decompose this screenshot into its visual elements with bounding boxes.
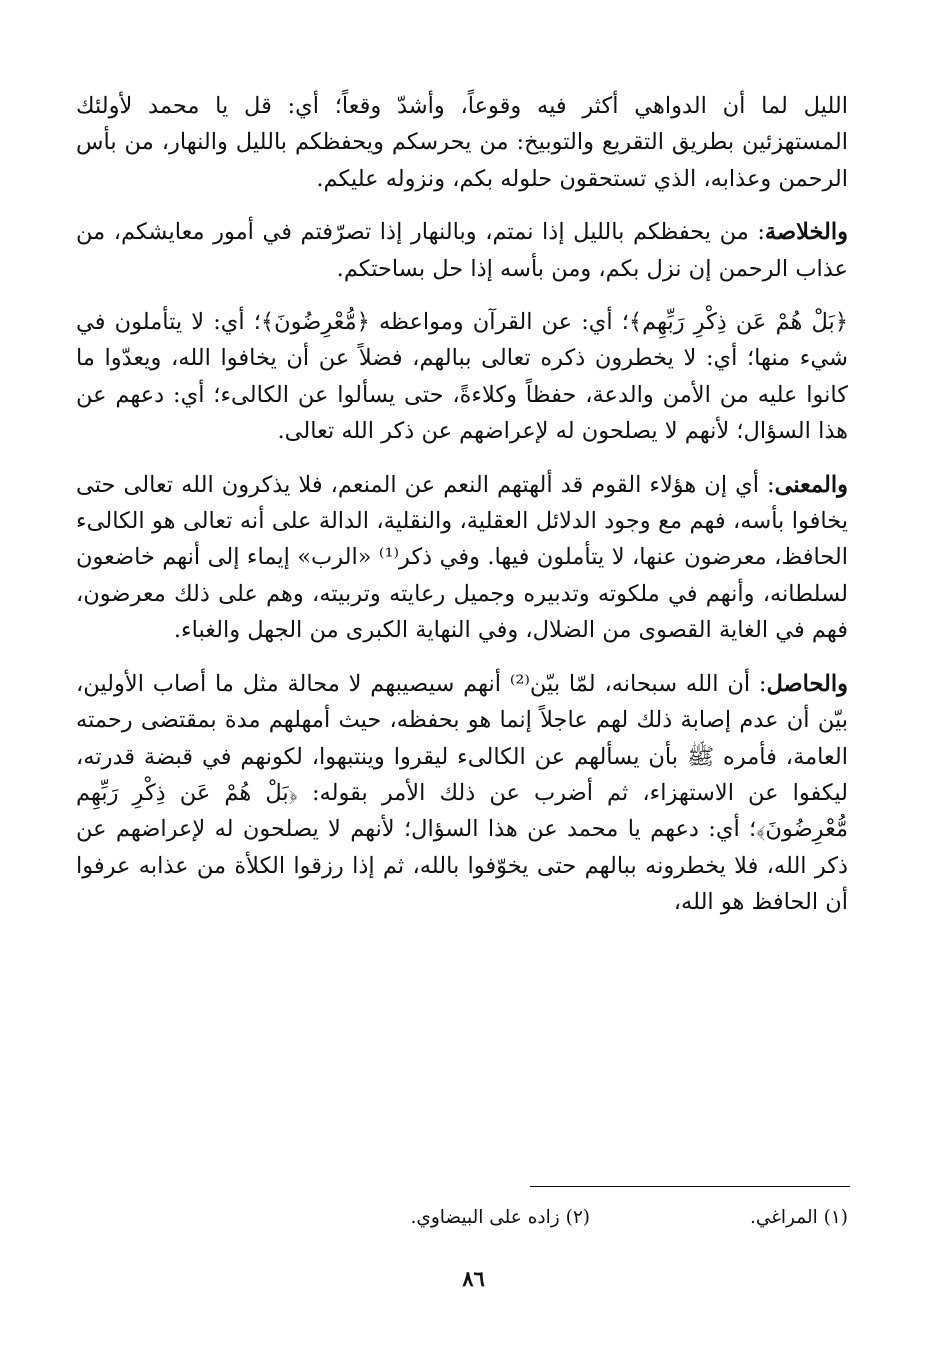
paragraph-5 [76, 666, 848, 921]
paragraph-4 [76, 467, 848, 649]
footnote-2: (٢) زاده على البيضاوي. [410, 1207, 590, 1228]
paragraph-text: : أي إن هؤلاء القوم قد ألهتهم النعم عن المنعم، فلا يذكرون الله تعالى حتى يخافوا بأسه، فهم مع وجود الدلائل العقلية، والنقلية، الدالة على أنه تعالى هو الكالىء الحافظ، معرضون عنها، لا يتأملون فيها. وفي ذكر⁽¹⁾ «الرب» إيماء إلى أنهم خاضعون لسلطانه، وأنهم في ملكوته وتدبيره وجميل رعايته وتربيته، وهم على ذلك معرضون، فهم في الغاية القصوى من الضلال، وفي النهاية الكبرى من الجهل والغباء. [76, 471, 849, 644]
paragraph-text: ﴿بَلْ هُمْ عَن ذِكْرِ رَبِّهِم﴾؛ أي: عن القرآن ومواعظه ﴿مُّعْرِضُونَ﴾؛ أي: لا يتأملون في شيء منها؛ أي: لا يخطرون ذكره تعالى ببالهم، فضلاً عن أن يخافوا الله، ويعدّوا ما كانوا عليه من الأمن والدعة، حفظاً وكلاءةً، حتى يسألوا عن الكالىء؛ أي: دعهم عن هذا السؤال؛ لأنهم لا يصلحون له لإعراضهم عن ذكر الله تعالى. [76, 309, 848, 445]
paragraph-text: الليل لما أن الدواهي أكثر فيه وقوعاً، وأشدّ وقعاً؛ أي: قل يا محمد لأولئك المستهزئين بطريق التقريع والتوبيخ: من يحرسكم ويحفظكم بالليل والنهار، من بأس الرحمن وعذابه، الذي تستحقون حلوله بكم، ونزوله عليكم. [76, 93, 848, 192]
footnote-1: (١) المراغي. [749, 1207, 848, 1228]
paragraph-1 [76, 88, 848, 197]
paragraph-lead: والخلاصة [764, 219, 848, 246]
paragraph-text: : أن الله سبحانه، لمّا بيّن⁽²⁾ أنهم سيصيبهم لا محالة مثل ما أصاب الأولين، بيّن أن عدم إصابة ذلك لهم عاجلاً إنما هو بحفظه، حيث أمهلهم مدة بمقتضى رحمته العامة، فأمره ﷺ بأن يسألهم عن الكالىء ليقروا وينتبهوا، لكونهم في قبضة قدرته، ليكفوا عن الاستهزاء، ثم أضرب عن ذلك الأمر بقوله: ﴿بَلْ هُمْ عَن ذِكْرِ رَبِّهِم مُّعْرِضُونَ﴾؛ أي: دعهم يا محمد عن هذا السؤال؛ لأنهم لا يصلحون له لإعراضهم عن ذكر الله، فلا يخطرونه ببالهم حتى يخوّفوا بالله، ثم إذا رزقوا الكلأة من عذابه عرفوا أن الحافظ هو الله، [76, 670, 848, 916]
paragraph-text: : من يحفظكم بالليل إذا نمتم، وبالنهار إذا تصرّفتم في أمور معايشكم، من عذاب الرحمن إن نزل بكم، ومن بأسه إذا حل بساحتكم. [76, 219, 848, 282]
footnote-divider [530, 1186, 850, 1187]
paragraph-lead: والمعنى [774, 471, 848, 498]
page-body [76, 88, 848, 938]
paragraph-3 [76, 304, 848, 450]
paragraph-2 [76, 214, 848, 287]
paragraph-lead: والحاصل [766, 670, 848, 697]
page-number: ٨٦ [462, 1266, 485, 1291]
